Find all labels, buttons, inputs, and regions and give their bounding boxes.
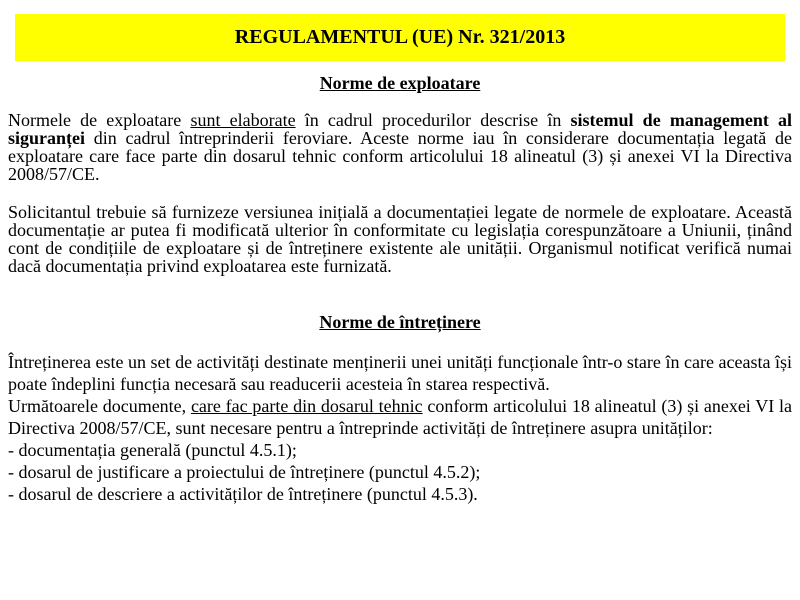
text-run: conform articolului 18 alineatul (3) și anexei VI la Directiva 2008/57/CE, sunt necesare pentru a întreprinde activități de întreținere asupra unităților: <box>8 396 792 438</box>
list-item: - dosarul de justificare a proiectului de întreținere (punctul 4.5.2); <box>8 462 481 482</box>
paragraph-intretinere-1: Întreținerea este un set de activități destinate menținerii unei unități funcționale într-o stare în care aceasta își poate îndeplini funcția necesară sau readucerii acesteia în starea respectivă. <box>8 352 792 394</box>
bold-text: sistemul de management al siguranței <box>8 110 793 148</box>
list-item: - dosarul de descriere a activităților de întreținere (punctul 4.5.3). <box>8 484 478 504</box>
text-run: din cadrul întreprinderii feroviare. Aceste norme iau în considerare documentația legată de exploatare care face parte din dosarul tehnic conform articolului 18 alineatul (3) și anexei VI la Directiva 2008/57/CE. <box>8 128 792 184</box>
text-run: Normele de exploatare <box>8 110 191 130</box>
text-run: Următoarele documente, <box>8 396 191 416</box>
paragraph-exploatare-2: Solicitantul trebuie să furnizeze versiunea inițială a documentației legate de normele de exploatare. Această documentație ar putea fi modificată ulterior în conformitate cu legislația corespunzătoare a Uniunii, ținând cont de condițiile de exploatare și de întreținere existente ale unității. Organismul notificat verifică numai dacă documentația privind exploatarea este furnizată. <box>8 202 792 276</box>
document-list <box>8 439 792 505</box>
paragraph-exploatare-1 <box>8 111 792 183</box>
section-heading-exploatare: Norme de exploatare <box>319 73 481 93</box>
document-title: REGULAMENTUL (UE) Nr. 321/2013 <box>234 26 566 48</box>
paragraph-intretinere-2 <box>8 395 792 439</box>
document-body <box>8 74 792 505</box>
document-title-banner <box>15 14 785 61</box>
list-item: - documentația generală (punctul 4.5.1); <box>8 440 297 460</box>
underlined-text: sunt elaborate <box>190 110 296 130</box>
underlined-text: care fac parte din dosarul tehnic <box>190 396 423 416</box>
section-heading-intretinere: Norme de întreținere <box>319 312 481 332</box>
text-run: în cadrul procedurilor descrise în <box>295 110 571 130</box>
